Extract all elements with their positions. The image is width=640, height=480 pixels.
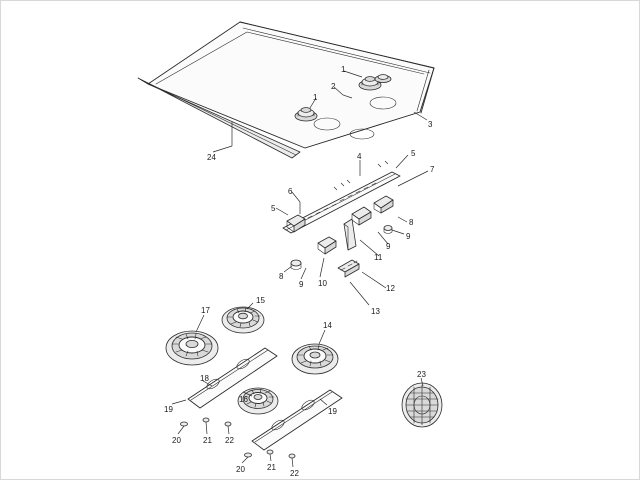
callout-4: 4 [357, 152, 362, 161]
callout-1a: 1 [313, 93, 318, 102]
callout-21a: 21 [203, 436, 212, 445]
callout-8a: 8 [409, 218, 414, 227]
callout-6: 6 [288, 187, 293, 196]
callout-8b: 8 [279, 272, 284, 281]
callout-11: 11 [374, 253, 383, 262]
callout-20b: 20 [236, 465, 245, 474]
callout-9a: 9 [406, 232, 411, 241]
callout-9c: 9 [299, 280, 304, 289]
callout-15: 15 [256, 296, 265, 305]
callout-20a: 20 [172, 436, 181, 445]
callout-17: 17 [201, 306, 210, 315]
callout-16: 16 [239, 395, 248, 404]
callout-21b: 21 [267, 463, 276, 472]
callout-23: 23 [417, 370, 426, 379]
callout-3: 3 [428, 120, 433, 129]
callout-10: 10 [318, 279, 327, 288]
callout-14: 14 [323, 321, 332, 330]
callout-22b: 22 [290, 469, 299, 478]
callout-2: 2 [331, 82, 336, 91]
callout-5b: 5 [271, 204, 276, 213]
callout-9b: 9 [386, 242, 391, 251]
callout-12: 12 [386, 284, 395, 293]
callout-13: 13 [371, 307, 380, 316]
callout-18: 18 [200, 374, 209, 383]
callout-19b: 19 [328, 407, 337, 416]
callout-7: 7 [430, 165, 435, 174]
callout-19a: 19 [164, 405, 173, 414]
callout-5a: 5 [411, 149, 416, 158]
callout-22a: 22 [225, 436, 234, 445]
callout-1b: 1 [341, 65, 346, 74]
callout-24: 24 [207, 153, 216, 162]
